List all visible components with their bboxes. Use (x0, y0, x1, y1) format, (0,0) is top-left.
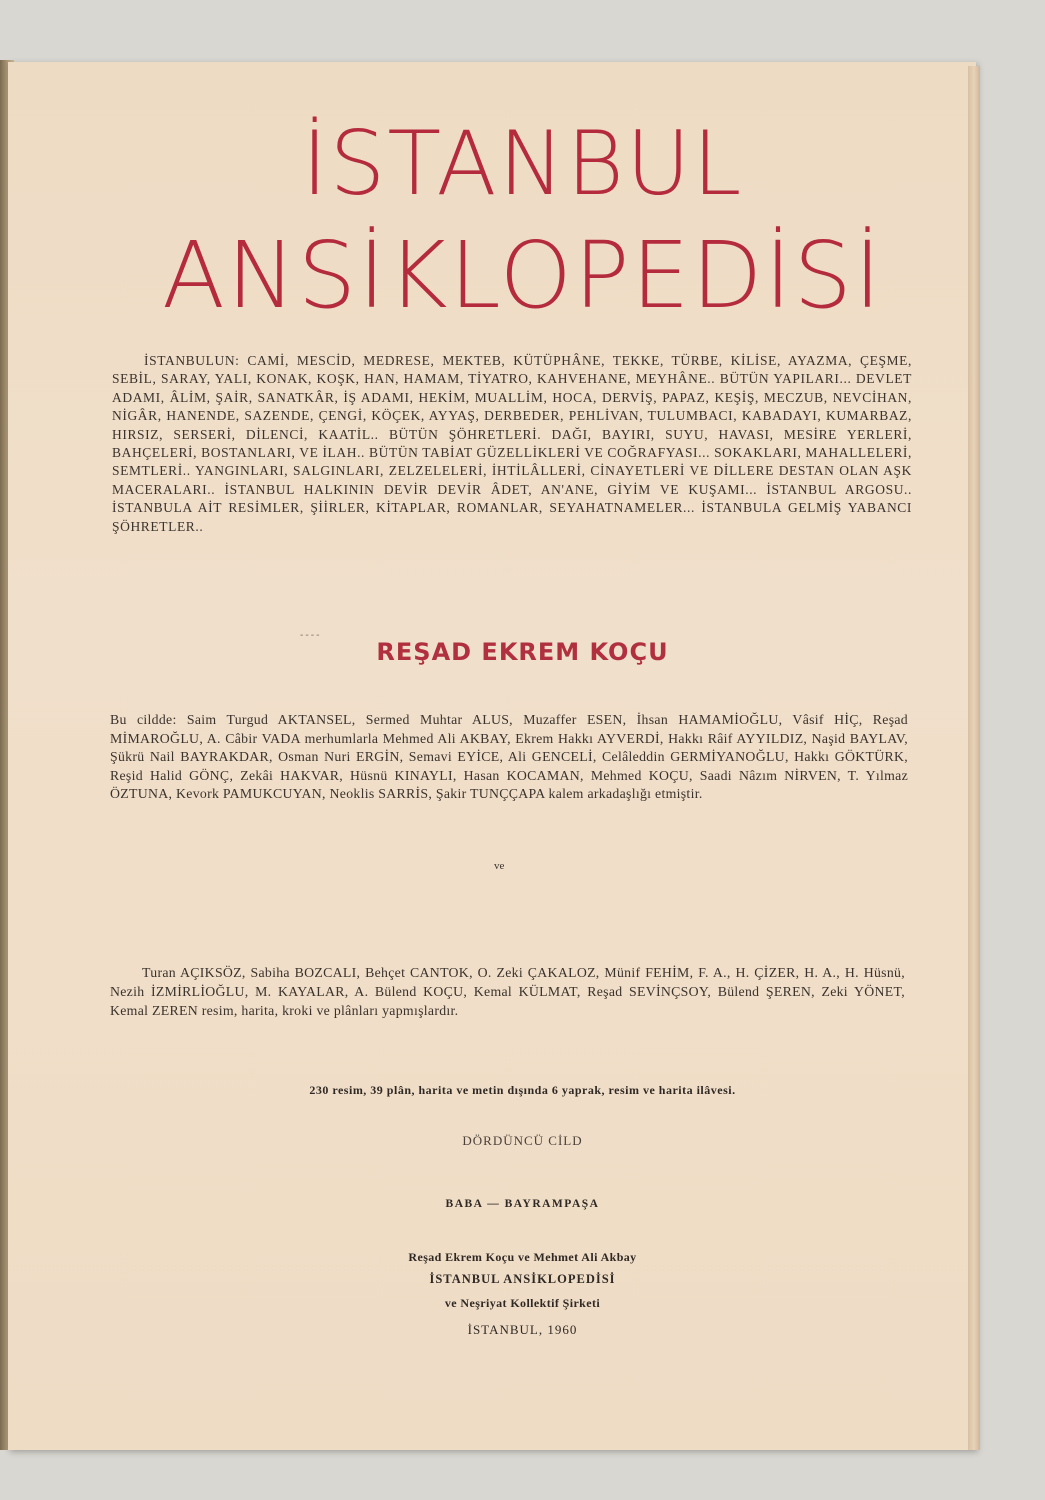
publisher-line-2: İSTANBUL ANSİKLOPEDİSİ (429, 1272, 616, 1286)
decorative-dash: ---- (300, 630, 322, 641)
plates-note: 230 resim, 39 plân, harita ve metin dışında 6 yaprak, resim ve harita ilâvesi. (309, 1083, 736, 1097)
publisher-line-1: Reşad Ekrem Koçu ve Mehmet Ali Akbay (408, 1250, 637, 1264)
illustrators-paragraph: Turan AÇIKSÖZ, Sabiha BOZCALI, Behçet CANTOK, O. Zeki ÇAKALOZ, Münif FEHİM, F. A., H. ÇİZER, H. A., H. Hüsnü, Nezih İZMİRLİOĞLU, M. KAYALAR, A. Bülend KOÇU, Kemal KÜLMAT, Reşad SEVİNÇSOY, Bülend ŞEREN, Zeki YÖNET, Kemal ZEREN resim, harita, kroki ve plânları yapmışlardır. (110, 965, 905, 1018)
conjunction-ve: ve (494, 860, 505, 872)
title-line-2: ANSİKLOPEDİSİ (161, 222, 884, 329)
volume-label: DÖRDÜNCÜ CİLD (462, 1133, 583, 1148)
contributors-paragraph: Bu cildde: Saim Turgud AKTANSEL, Sermed Muhtar ALUS, Muzaffer ESEN, İhsan HAMAMİOĞLU, Vâsif HİÇ, Reşad MİMAROĞLU, A. Câbir VADA merhumlarla Mehmed Ali AKBAY, Ekrem Hakkı AYVERDİ, Hakkı Râif AYYILDIZ, Naşid BAYLAV, Şükrü Nail BAYRAKDAR, Osman Nuri ERGİN, Semavi EYİCE, Ali GENCELİ, Celâleddin GERMİYANOĞLU, Hakkı GÖKTÜRK, Reşid Halid GÖNÇ, Zekâi HAKVAR, Hüsnü KINAYLI, Hasan KOCAMAN, Mehmed KOÇU, Saadi Nâzım NİRVEN, T. Yılmaz ÖZTUNA, Kevork PAMUKCUYAN, Neoklis SARRİS, Şakir TUNÇÇAPA kalem arkadaşlığı etmiştir. (110, 712, 908, 802)
publisher-line-3: ve Neşriyat Kollektif Şirketi (444, 1296, 601, 1310)
entry-range: BABA — BAYRAMPAŞA (445, 1198, 600, 1210)
title-line-1: İSTANBUL (301, 112, 744, 215)
author-name: REŞAD EKREM KOÇU (376, 638, 669, 666)
publisher-line-4: İSTANBUL, 1960 (467, 1322, 578, 1337)
subjects-paragraph: İSTANBULUN: CAMİ, MESCİD, MEDRESE, MEKTEB, KÜTÜPHÂNE, TEKKE, TÜRBE, KİLİSE, AYAZMA, ÇEŞME, SEBİL, SARAY, YALI, KONAK, KOŞK, HAN, HAMAM, TİYATRO, KAHVEHANE, MEYHÂNE.. BÜTÜN YAPILARI... DEVLET ADAMI, ÂLİM, ŞAİR, SANATKÂR, İŞ ADAMI, HEKİM, MUALLİM, HOCA, DERVİŞ, PAPAZ, KEŞİŞ, MECZUB, NEVCİHAN, NİGÂR, HANENDE, SAZENDE, ÇENGİ, KÖÇEK, AYYAŞ, DERBEDER, PEHLİVAN, TULUMBACI, KABADAYI, KUMARBAZ, HIRSIZ, SERSERİ, DİLENCİ, KAATİL.. BÜTÜN ŞÖHRETLERİ. DAĞI, BAYIRI, SUYU, HAVASI, MESİRE YERLERİ, BAHÇELERİ, BOSTANLARI, VE İLAH.. BÜTÜN TABİAT GÜZELLİKLERİ VE COĞRAFYASI... SOKAKLARI, MAHALLELERİ, SEMTLERİ.. YANGINLARI, SALGINLARI, ZELZELELERİ, İHTİLÂLLERİ, CİNAYETLERİ VE DİLLERE DESTAN OLAN AŞK MACERALARI.. İSTANBUL HALKININ DEVİR DEVİR ÂDET, AN'ANE, GİYİM VE KUŞAMI... İSTANBUL ARGOSU.. İSTANBULA AİT RESİMLER, ŞİİRLER, KİTAPLAR, ROMANLAR, SEYAHATNAMELER... İSTANBULA GELMİŞ YABANCI ŞÖHRETLER.. (112, 353, 912, 534)
